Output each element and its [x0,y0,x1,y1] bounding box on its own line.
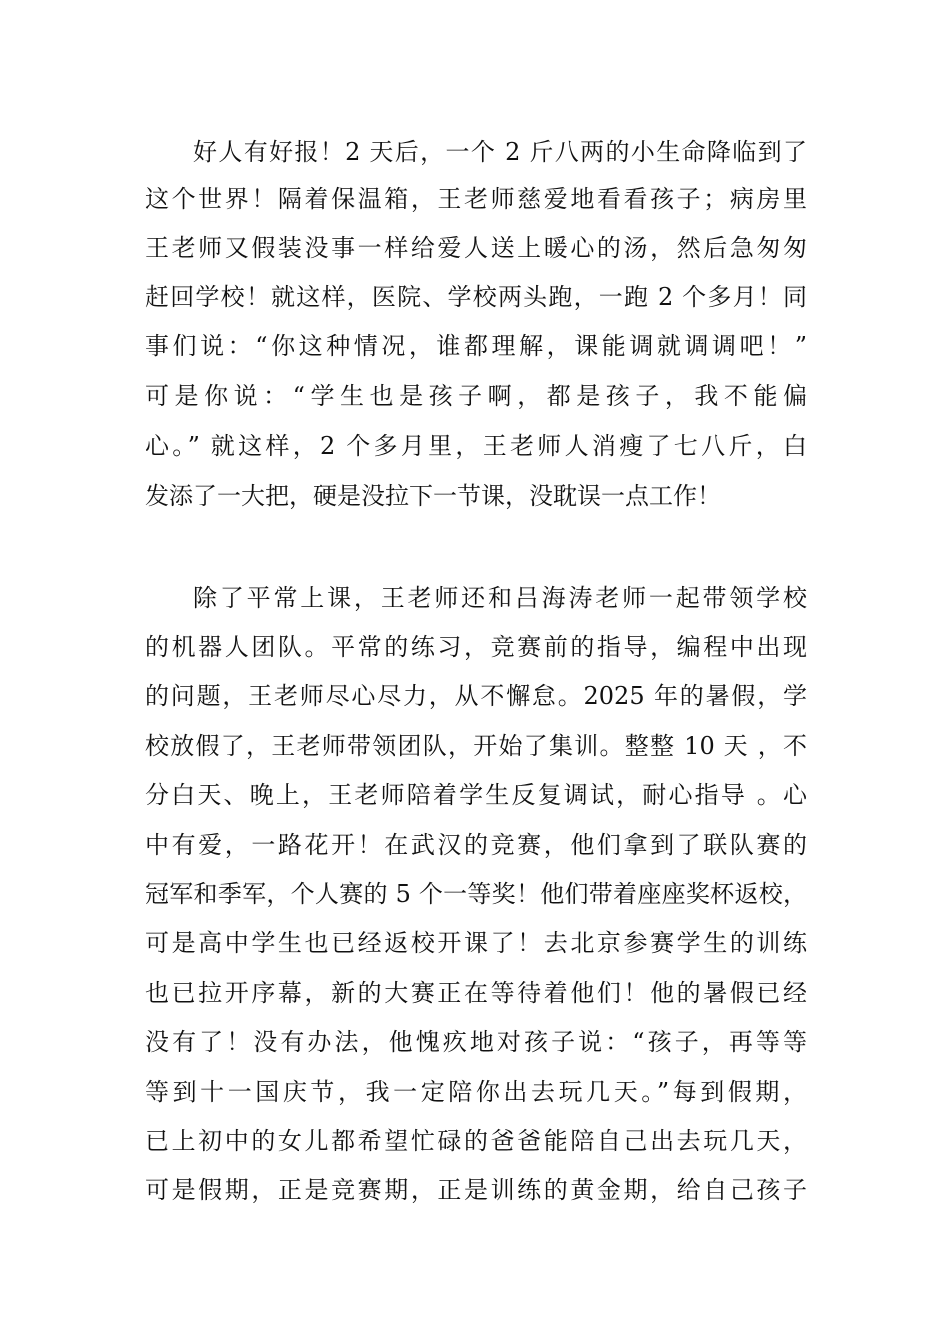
paragraph-line: 也已拉开序幕，新的大赛正在等待着他们！他的暑假已经 [145,979,807,1007]
paragraph-line: 没有了！没有办法，他愧疚地对孩子说：“孩子，再等等 [145,1028,807,1056]
paragraph-line: 等到十一国庆节，我一定陪你出去玩几天。”每到假期， [145,1078,807,1106]
paragraph-line: 除了平常上课，王老师还和吕海涛老师一起带领学校 [193,584,807,612]
paragraph-line: 好人有好报！2 天后，一个 2 斤八两的小生命降临到了 [193,138,807,166]
paragraph-line: 已上初中的女儿都希望忙碌的爸爸能陪自己出去玩几天， [145,1127,807,1155]
paragraph-line: 分白天、晚上，王老师陪着学生反复调试，耐心指导 。心 [145,781,807,809]
paragraph-line: 可是你说：“学生也是孩子啊，都是孩子，我不能偏 [145,382,807,410]
paragraph-line: 中有爱，一路花开！在武汉的竞赛，他们拿到了联队赛的 [145,831,807,859]
paragraph-line: 可是假期，正是竞赛期，正是训练的黄金期，给自己孩子 [145,1176,807,1204]
paragraph-line: 冠军和季军，个人赛的 5 个一等奖！他们带着座座奖杯返校， [145,880,807,908]
paragraph-line: 发添了一大把，硬是没拉下一节课，没耽误一点工作！ [145,482,721,510]
paragraph-line: 心。” 就这样，2 个多月里，王老师人消瘦了七八斤，白 [145,432,807,460]
paragraph-line: 的机器人团队。平常的练习，竞赛前的指导，编程中出现 [145,633,807,661]
paragraph-line: 事们说：“你这种情况，谁都理解，课能调就调调吧！” [145,332,807,360]
paragraph-line: 校放假了，王老师带领团队，开始了集训。整整 10 天 ，不 [145,732,807,760]
paragraph-line: 赶回学校！就这样，医院、学校两头跑，一跑 2 个多月！同 [145,283,807,311]
paragraph-line: 这个世界！隔着保温箱，王老师慈爱地看看孩子；病房里 [145,185,807,213]
paragraph-line: 王老师又假装没事一样给爱人送上暖心的汤，然后急匆匆 [145,234,807,262]
paragraph-line: 可是高中学生也已经返校开课了！去北京参赛学生的训练 [145,929,807,957]
paragraph-line: 的问题，王老师尽心尽力，从不懈怠。2025 年的暑假，学 [145,682,807,710]
